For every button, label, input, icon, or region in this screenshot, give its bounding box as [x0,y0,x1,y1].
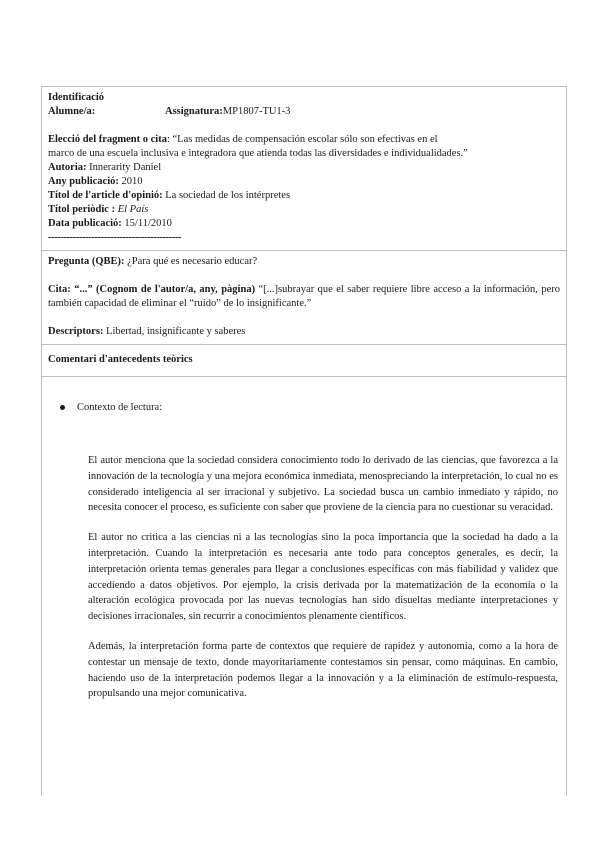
pregunta-value: ¿Para qué es necesario educar? [124,256,258,267]
fragment-line-1 [48,133,560,147]
bullet-label: Contexto de lectura: [77,402,163,413]
descriptors-value: Libertad, insignificante y saberes [103,326,246,337]
assignatura-field [165,105,290,119]
identificacio-label: Identificació [48,92,104,103]
autoria-row [48,161,560,175]
bullet-item [60,401,560,415]
assignatura-value: MP1807-TU1-3 [222,106,291,117]
data-label: Data publicació: [48,218,122,229]
comentari-heading-cell [42,345,566,377]
alumne-label: Alumne/a: [48,106,96,117]
dashed-separator: ------------------------------------------- [48,232,182,243]
cita-value: “[...]subrayar que el saber requiere libre acceso a la información, pero también capacidad de eliminar el “ruido” de lo insignificante.” [48,284,560,309]
comentari-heading: Comentari d'antecedents teòrics [48,354,193,365]
comentari-body-cell [42,377,566,796]
periodic-value: El País [117,204,149,215]
any-row [48,175,560,189]
paragraph-1: El autor menciona que la sociedad considera conocimiento todo lo derivado de las ciencias, que favorezca a la innovación de la tecnología y una mejora económica inmediata, menospreciando la interpretación, lo cual no es considerado inteligencia al ser irracional y subjetivo. La sociedad busca un cambio inmediato y rápido, no necesita conocer el proceso, es suficiente con saber que proviene de la ciencia para no cuestionar su veracidad. [88,455,558,514]
fragment-text-1: : “Las medidas de compensación escolar sólo son efectivas en el [166,134,438,145]
periodic-row [48,203,560,217]
titol-value: La sociedad de los intérpretes [162,190,291,201]
fragment-label: Elecció del fragment o cita [48,134,167,145]
descriptors-label: Descriptors: [48,326,104,337]
cita-text [48,283,560,311]
data-value: 15/11/2010 [121,218,172,229]
any-label: Any publicació: [48,176,119,187]
pregunta-label: Pregunta (QBE): [48,256,125,267]
paragraph-3: Además, la interpretación forma parte de contextos que requiere de rapidez y autonomía, como a la hora de contestar un mensaje de texto, donde mayoritariamente contestamos sin pensar, como máquinas. En cambio, haciendo uso de la interpretación podemos llegar a la innovación y a la eliminación de estímulo-respuesta, propulsando una mejor comunicativa. [88,640,558,700]
titol-label: Títol de l'article d'opinió: [48,190,163,201]
identification-cell [42,87,566,251]
paragraph-2: El autor no critica a las ciencias ni a las tecnologías sino la poca importancia que la sociedad ha dado a la interpretación. Cuando la interpretación es necesaria ante todo para conceptos generales, es decir, la interpretación orienta temas generales para llegar a conclusiones específicas con más fiabilidad y validez que accediendo a datos objetivos. Por ejemplo, la crisis derivada por la matematización de la economía o la alteración ecológica provocada por las nuevas tecnologías han sido disueltas mediante interpretaciones y decisiones irracionales, sin recurrir a conocimientos plenamente científicos. [88,532,558,623]
form-table [41,86,567,796]
fragment-text-2: marco de una escuela inclusiva e integradora que atienda todas las diversidades e individualidades.” [48,148,468,159]
any-value: 2010 [118,176,143,187]
titol-row [48,189,560,203]
autoria-value: Innerarity Daniel [86,162,162,173]
periodic-label: Títol periòdic : [48,204,116,215]
cita-label: Cita: “...” (Cognom de l'autor/a, any, pàgina) [48,284,256,295]
pregunta-cell [42,251,566,345]
assignatura-label: Assignatura: [165,106,223,117]
alumne-row [48,105,560,119]
bullet-dot-icon [60,405,65,410]
data-row [48,217,560,231]
autoria-label: Autoria: [48,162,87,173]
